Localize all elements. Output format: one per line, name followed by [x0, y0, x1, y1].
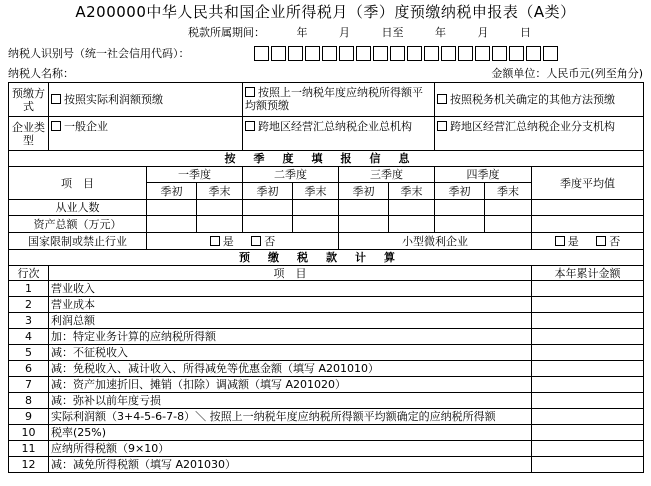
- employees-label: 从业人数: [9, 200, 147, 216]
- line-item: 减：不征税收入: [49, 345, 532, 361]
- company-option-general[interactable]: [49, 117, 243, 151]
- q3-end-header: 季末: [389, 183, 435, 200]
- q3-start-employees[interactable]: [339, 200, 389, 216]
- period-day-1: 日至: [381, 26, 404, 39]
- q2-end-header: 季末: [293, 183, 339, 200]
- prepay-method-row: [9, 83, 644, 117]
- q2-start-header: 季初: [243, 183, 293, 200]
- line-amount[interactable]: [532, 313, 644, 329]
- tax-form: [8, 0, 643, 473]
- restricted-yes-label: 是: [222, 234, 234, 248]
- line-number: 1: [9, 281, 49, 297]
- id-digit-box[interactable]: [543, 46, 558, 61]
- amount-unit-label: 金额单位：人民币元(列至角分): [491, 67, 643, 80]
- prepay-option-other-label: 按照税务机关确定的其他方法预缴: [450, 93, 615, 106]
- prepay-method-label: 预缴方式: [9, 83, 49, 117]
- period-year-1: 年: [296, 26, 308, 39]
- company-option-hq-label: 跨地区经营汇总纳税企业总机构: [258, 120, 412, 133]
- company-option-hq[interactable]: [243, 117, 435, 151]
- q4-end-assets[interactable]: [485, 216, 532, 233]
- checkbox-icon[interactable]: [245, 87, 255, 97]
- line-item: 应纳所得税额（9×10）: [49, 441, 532, 457]
- table-row: [9, 393, 644, 409]
- checkbox-icon[interactable]: [555, 236, 565, 246]
- period-day-2: 日: [520, 26, 531, 39]
- id-digit-box[interactable]: [373, 46, 388, 61]
- line-item: 减：减免所得税额（填写 A201030）: [49, 457, 532, 473]
- id-digit-box[interactable]: [441, 46, 456, 61]
- q4-end-header: 季末: [485, 183, 532, 200]
- taxpayer-id-line: [8, 43, 643, 65]
- q1-start-employees[interactable]: [147, 200, 197, 216]
- restricted-no-label: 否: [264, 234, 276, 248]
- line-number: 8: [9, 393, 49, 409]
- quarter-item-header: 项 目: [9, 167, 147, 200]
- form-title: A200000中华人民共和国企业所得税月（季）度预缴纳税申报表（A类）: [75, 3, 576, 21]
- q3-end-employees[interactable]: [389, 200, 435, 216]
- line-number-header: 行次: [9, 266, 49, 281]
- q2-header: 二季度: [243, 167, 339, 183]
- taxpayer-name-line: [8, 66, 643, 82]
- table-row: [9, 409, 644, 425]
- taxpayer-name-label: 纳税人名称：: [8, 67, 74, 80]
- line-amount[interactable]: [532, 281, 644, 297]
- tax-period-line: [8, 24, 643, 41]
- q1-end-employees[interactable]: [197, 200, 243, 216]
- id-digit-box[interactable]: [475, 46, 490, 61]
- q1-end-assets[interactable]: [197, 216, 243, 233]
- tax-section-header: 预缴税款计算: [9, 250, 644, 266]
- checkbox-icon[interactable]: [596, 236, 606, 246]
- checkbox-icon[interactable]: [437, 121, 447, 131]
- prepay-option-actual-label: 按照实际利润额预缴: [64, 93, 163, 106]
- q1-start-assets[interactable]: [147, 216, 197, 233]
- line-amount[interactable]: [532, 457, 644, 473]
- prepay-option-average-label: 按照上一纳税年度应纳税所得额平均额预缴: [245, 86, 423, 112]
- table-row: [9, 377, 644, 393]
- line-number: 11: [9, 441, 49, 457]
- small-no-label: 否: [609, 234, 621, 248]
- q2-start-employees[interactable]: [243, 200, 293, 216]
- id-digit-box[interactable]: [254, 46, 269, 61]
- taxpayer-id-boxes[interactable]: [254, 46, 560, 61]
- company-type-label: 企业类型: [9, 117, 49, 151]
- period-month-2: 月: [477, 26, 489, 39]
- company-option-branch[interactable]: [435, 117, 644, 151]
- assets-row: [9, 216, 644, 233]
- line-amount[interactable]: [532, 297, 644, 313]
- restricted-industry-options: [147, 233, 339, 250]
- assets-average[interactable]: [532, 216, 644, 233]
- line-number: 3: [9, 313, 49, 329]
- small-yes-label: 是: [567, 234, 579, 248]
- line-number: 6: [9, 361, 49, 377]
- checkbox-icon[interactable]: [245, 121, 255, 131]
- line-amount[interactable]: [532, 361, 644, 377]
- line-amount[interactable]: [532, 345, 644, 361]
- line-number: 5: [9, 345, 49, 361]
- line-amount[interactable]: [532, 425, 644, 441]
- line-item: 利润总额: [49, 313, 532, 329]
- q4-start-employees[interactable]: [435, 200, 485, 216]
- small-business-options: [532, 233, 644, 250]
- quarter-section-header: 按季度填报信息: [9, 151, 644, 167]
- industry-smallbiz-row: [9, 233, 644, 250]
- table-row: [9, 425, 644, 441]
- assets-label: 资产总额（万元）: [9, 216, 147, 233]
- period-year-2: 年: [435, 26, 446, 39]
- quarter-names-row: [9, 167, 644, 183]
- q3-start-header: 季初: [339, 183, 389, 200]
- line-item: 减：资产加速折旧、摊销（扣除）调减额（填写 A201020）: [49, 377, 532, 393]
- id-digit-box[interactable]: [339, 46, 354, 61]
- q3-start-assets[interactable]: [339, 216, 389, 233]
- period-label: 税款所属期间：: [188, 26, 265, 39]
- company-option-branch-label: 跨地区经营汇总纳税企业分支机构: [450, 120, 615, 133]
- id-digit-box[interactable]: [458, 46, 473, 61]
- id-digit-box[interactable]: [305, 46, 320, 61]
- id-digit-box[interactable]: [492, 46, 507, 61]
- q3-header: 三季度: [339, 167, 435, 183]
- quarter-section-header-row: [9, 151, 644, 167]
- table-row: [9, 441, 644, 457]
- table-row: [9, 361, 644, 377]
- id-digit-box[interactable]: [356, 46, 371, 61]
- company-option-general-label: 一般企业: [64, 120, 108, 133]
- q4-end-employees[interactable]: [485, 200, 532, 216]
- tax-section-header-row: [9, 250, 644, 266]
- table-row: [9, 297, 644, 313]
- table-row: [9, 457, 644, 473]
- q2-end-employees[interactable]: [293, 200, 339, 216]
- annual-amount-header: 本年累计金额: [532, 266, 644, 281]
- line-item: 实际利润额（3+4-5-6-7-8）＼ 按照上一纳税年度应纳税所得额平均额确定的应纳税所得额: [49, 409, 532, 425]
- line-item: 加：特定业务计算的应纳税所得额: [49, 329, 532, 345]
- small-business-label: 小型微利企业: [339, 233, 532, 250]
- line-number: 7: [9, 377, 49, 393]
- employees-row: [9, 200, 644, 216]
- q3-end-assets[interactable]: [389, 216, 435, 233]
- line-item: 减：免税收入、减计收入、所得减免等优惠金额（填写 A201010）: [49, 361, 532, 377]
- line-number: 2: [9, 297, 49, 313]
- checkbox-icon[interactable]: [437, 94, 447, 104]
- line-item: 营业收入: [49, 281, 532, 297]
- line-number: 4: [9, 329, 49, 345]
- restricted-industry-label: 国家限制或禁止行业: [9, 233, 147, 250]
- line-amount[interactable]: [532, 441, 644, 457]
- q4-header: 四季度: [435, 167, 532, 183]
- id-digit-box[interactable]: [407, 46, 422, 61]
- id-digit-box[interactable]: [390, 46, 405, 61]
- id-digit-box[interactable]: [288, 46, 303, 61]
- id-digit-box[interactable]: [526, 46, 541, 61]
- prepay-option-average[interactable]: [243, 83, 435, 117]
- q4-start-assets[interactable]: [435, 216, 485, 233]
- line-item: 营业成本: [49, 297, 532, 313]
- id-digit-box[interactable]: [271, 46, 286, 61]
- declaration-table: [8, 82, 644, 473]
- checkbox-icon[interactable]: [210, 236, 220, 246]
- table-row: [9, 313, 644, 329]
- q1-end-header: 季末: [197, 183, 243, 200]
- checkbox-icon[interactable]: [51, 94, 61, 104]
- period-month-1: 月: [339, 26, 350, 39]
- table-row: [9, 329, 644, 345]
- company-type-row: [9, 117, 644, 151]
- table-row: [9, 345, 644, 361]
- taxpayer-id-label: 纳税人识别号（统一社会信用代码）：: [8, 47, 190, 60]
- q4-start-header: 季初: [435, 183, 485, 200]
- line-amount[interactable]: [532, 393, 644, 409]
- table-row: [9, 281, 644, 297]
- q2-end-assets[interactable]: [293, 216, 339, 233]
- quarter-average-header: 季度平均值: [532, 167, 644, 200]
- id-digit-box[interactable]: [424, 46, 439, 61]
- tax-column-header-row: [9, 266, 644, 281]
- tax-item-header: 项 目: [49, 266, 532, 281]
- q1-start-header: 季初: [147, 183, 197, 200]
- employees-average[interactable]: [532, 200, 644, 216]
- q1-header: 一季度: [147, 167, 243, 183]
- line-number: 12: [9, 457, 49, 473]
- id-digit-box[interactable]: [322, 46, 337, 61]
- line-number: 9: [9, 409, 49, 425]
- line-item: 税率(25%): [49, 425, 532, 441]
- checkbox-icon[interactable]: [251, 236, 261, 246]
- line-number: 10: [9, 425, 49, 441]
- checkbox-icon[interactable]: [51, 121, 61, 131]
- line-amount[interactable]: [532, 377, 644, 393]
- line-item: 减：弥补以前年度亏损: [49, 393, 532, 409]
- q2-start-assets[interactable]: [243, 216, 293, 233]
- prepay-option-actual[interactable]: [49, 83, 243, 117]
- line-amount[interactable]: [532, 329, 644, 345]
- prepay-option-other[interactable]: [435, 83, 644, 117]
- line-amount[interactable]: [532, 409, 644, 425]
- id-digit-box[interactable]: [509, 46, 524, 61]
